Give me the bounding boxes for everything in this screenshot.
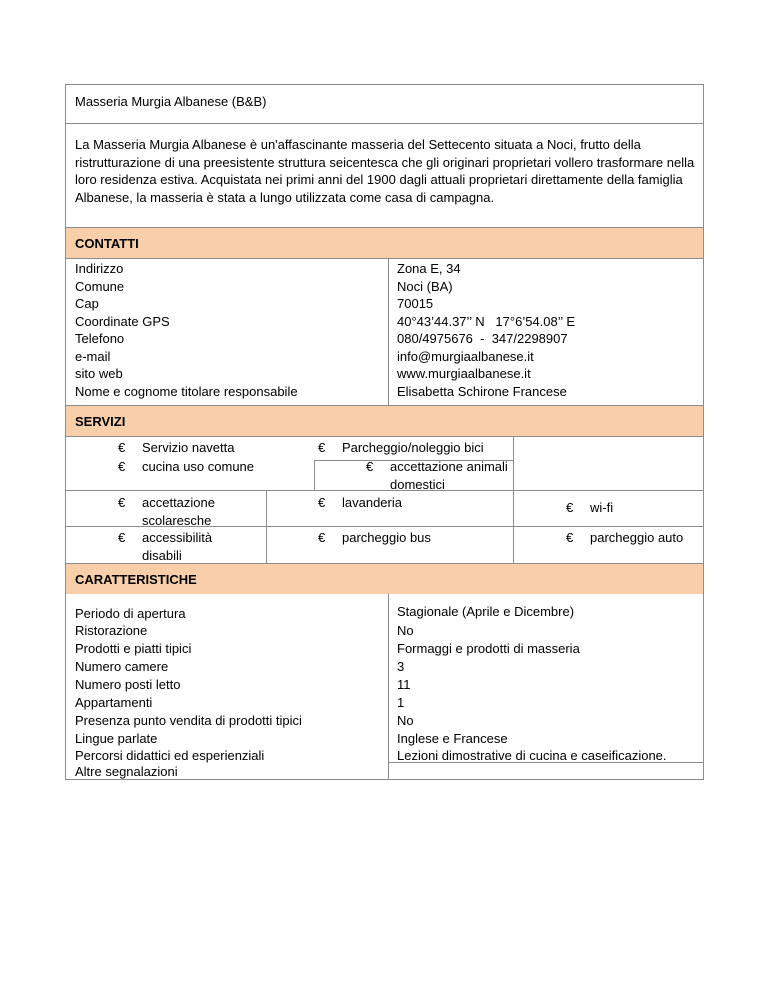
contatti-label: Comune	[75, 278, 125, 294]
caratteristiche-label: Prodotti e piatti tipici	[75, 641, 192, 656]
euro-bullet-icon: €	[566, 500, 574, 515]
contatti-value: 080/4975676 - 347/2298907	[397, 331, 568, 346]
contatti-label: sito web	[75, 366, 123, 381]
caratteristiche-row	[66, 748, 703, 766]
contatti-row	[66, 349, 703, 367]
caratteristiche-value: Stagionale (Aprile e Dicembre)	[397, 604, 575, 619]
contatti-label: Telefono	[75, 331, 125, 346]
caratteristiche-row	[66, 764, 703, 782]
caratteristiche-label: Lingue parlate	[75, 731, 158, 746]
servizi-heading: SERVIZI	[75, 414, 126, 429]
caratteristiche-label: Altre segnalazioni	[75, 764, 178, 779]
contatti-row	[66, 331, 703, 349]
caratteristiche-value: Formaggi e prodotti di masseria	[397, 641, 580, 656]
service-label: lavanderia	[342, 495, 402, 510]
caratteristiche-heading: CARATTERISTICHE	[75, 572, 197, 587]
contatti-row	[66, 366, 703, 384]
contatti-row	[66, 296, 703, 314]
euro-bullet-icon: €	[118, 459, 126, 474]
service-label: Servizio navetta	[142, 440, 235, 455]
caratteristiche-header	[66, 563, 703, 594]
contatti-value: Elisabetta Schirone Francese	[397, 383, 567, 399]
service-label: parcheggio auto	[590, 530, 684, 545]
euro-bullet-icon: €	[318, 495, 326, 510]
caratteristiche-label: Numero camere	[75, 659, 169, 674]
service-label: wi-fi	[590, 500, 614, 515]
contatti-row	[66, 384, 703, 402]
caratteristiche-label: Ristorazione	[75, 623, 148, 638]
caratteristiche-label: Numero posti letto	[75, 677, 181, 692]
service-label: accessibilità disabili	[142, 530, 213, 563]
caratteristiche-row	[66, 623, 703, 641]
caratteristiche-label: Appartamenti	[75, 695, 153, 710]
euro-bullet-icon: €	[118, 440, 126, 455]
servizi-divider	[314, 460, 315, 490]
service-label: accettazione scolaresche	[142, 495, 215, 528]
service-label: Parcheggio/noleggio bici	[342, 440, 484, 455]
euro-bullet-icon: €	[318, 440, 326, 455]
service-label: accettazione animali domestici	[390, 459, 508, 492]
contatti-value: Zona E, 34	[397, 261, 461, 276]
euro-bullet-icon: €	[118, 495, 126, 510]
euro-bullet-icon: €	[318, 530, 326, 545]
euro-bullet-icon: €	[566, 530, 574, 545]
contatti-row	[66, 314, 703, 332]
euro-bullet-icon: €	[366, 459, 374, 474]
contatti-header	[66, 227, 703, 258]
caratteristiche-row	[66, 713, 703, 731]
caratteristiche-row	[66, 641, 703, 659]
caratteristiche-row	[66, 695, 703, 713]
description-text: La Masseria Murgia Albanese è un'affascinante masseria del Settecento situata a Noci, frutto della ristrutturazione di una preesistente struttura seicentesca che gli originari proprietari vollero trasformare nella loro residenza estiva. Acquistata nei primi anni del 1900 dagli attuali proprietari direttamente della famiglia Albanese, la masseria è stata a lungo utilizzata come casa di campagna.	[75, 137, 695, 205]
caratteristiche-table	[66, 594, 703, 779]
contatti-label: Indirizzo	[75, 261, 124, 276]
info-sheet	[65, 84, 704, 780]
caratteristiche-label: Periodo di apertura	[75, 606, 186, 621]
contatti-value: www.murgiaalbanese.it	[397, 366, 531, 381]
service-label: cucina uso comune	[142, 459, 255, 474]
caratteristiche-label: Presenza punto vendita di prodotti tipici	[75, 713, 302, 728]
contatti-value: 70015	[397, 296, 434, 311]
caratteristiche-value: Inglese e Francese	[397, 731, 508, 746]
contatti-label: Nome e cognome titolare responsabile	[75, 383, 298, 399]
contatti-row	[66, 261, 703, 279]
caratteristiche-label: Percorsi didattici ed esperienziali	[75, 748, 265, 763]
contatti-value: 40°43’44.37’’ N 17°6’54.08’’ E	[397, 313, 576, 329]
caratteristiche-value: No	[397, 623, 414, 638]
contatti-table	[66, 258, 703, 405]
caratteristiche-row	[66, 604, 703, 622]
title-row	[66, 84, 703, 123]
description-row	[66, 123, 703, 227]
servizi-divider	[66, 490, 703, 491]
page-title: Masseria Murgia Albanese (B&B)	[75, 94, 267, 109]
contatti-value: info@murgiaalbanese.it	[397, 348, 534, 364]
servizi-header	[66, 405, 703, 436]
euro-bullet-icon: €	[118, 530, 126, 545]
caratteristiche-value: 3	[397, 659, 405, 674]
contatti-row	[66, 279, 703, 297]
contatti-label: e-mail	[75, 348, 111, 364]
servizi-grid	[66, 436, 703, 563]
contatti-heading: CONTATTI	[75, 236, 139, 251]
caratteristiche-row	[66, 677, 703, 695]
caratteristiche-value: No	[397, 713, 414, 728]
contatti-label: Coordinate GPS	[75, 313, 170, 329]
caratteristiche-value: 11	[397, 677, 411, 692]
contatti-value: Noci (BA)	[397, 278, 453, 294]
caratteristiche-row	[66, 659, 703, 677]
caratteristiche-row	[66, 731, 703, 749]
caratteristiche-value: Lezioni dimostrative di cucina e caseificazione.	[397, 748, 667, 763]
contatti-label: Cap	[75, 296, 99, 311]
caratteristiche-value: 1	[397, 695, 405, 710]
service-label: parcheggio bus	[342, 530, 431, 545]
